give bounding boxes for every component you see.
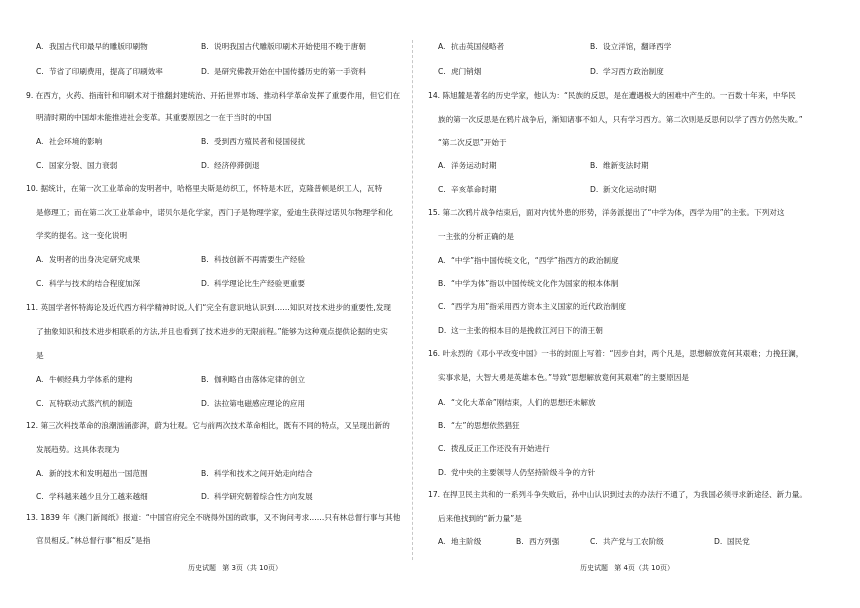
option-c: C. 科学与技术的结合程度加深 <box>36 279 141 288</box>
option-b: B. 维新变法时期 <box>590 161 649 170</box>
option-c: C. 虎门销烟 <box>438 67 482 76</box>
question-14-line-1: 14. 陈旭麓是著名的历史学家，他认为：“民族的反思，是在遭遇极大的困难中产生的。一百数十年来，中华民 <box>428 91 796 100</box>
footer-page-number: 第 3页（共 10页） <box>222 564 283 572</box>
question-13-line-2: 官员相反。”林总督行事“相反”是指 <box>36 536 151 545</box>
question-9-line-1: 9. 在西方，火药、指南针和印刷术对于推翻封建统治、开拓世界市场、推动科学革命发挥了重要作用，但它们在 <box>26 91 401 100</box>
footer-page-number: 第 4页（共 10页） <box>614 564 675 572</box>
left-page <box>26 0 426 608</box>
option-c: C. 国家分裂、国力衰弱 <box>36 161 118 170</box>
page-divider <box>412 40 413 560</box>
option-a: A. “中学”指中国传统文化，“西学”指西方的政治制度 <box>438 256 619 265</box>
option-c: C. 节省了印刷费用，提高了印刷效率 <box>36 67 163 76</box>
option-b: B. 设立洋馆，翻译西学 <box>590 42 672 51</box>
question-10-line-2: 是修理工；而在第二次工业革命中，诺贝尔是化学家，西门子是物理学家，爱迪生获得过诺贝尔物理学和化 <box>36 208 393 217</box>
option-b: B. 伽利略自由落体定律的创立 <box>201 375 306 384</box>
option-d: D. 国民党 <box>714 537 750 546</box>
option-a: A. 洋务运动时期 <box>438 161 497 170</box>
option-a: A. 我国古代印最早的雕版印刷物 <box>36 42 148 51</box>
question-13-line-1: 13. 1839 年《澳门新闻纸》报道：“中国官府完全不晓得外国的政事，又不询问考求……只有林总督行事与其他 <box>26 513 401 522</box>
option-d: D. 新文化运动时期 <box>590 185 657 194</box>
question-9-line-2: 明清时期的中国却未能推进社会变革。其重要原因之一在于当时的中国 <box>36 113 272 122</box>
option-d: D. 科学理论比生产经验更重要 <box>201 279 306 288</box>
question-10-line-3: 学奖的提名。这一变化说明 <box>36 231 128 240</box>
option-c: C. 学科越来越少且分工越来越细 <box>36 492 148 501</box>
question-12-line-2: 发展趋势。这具体表现为 <box>36 445 120 454</box>
footer-subject: 历史试题 <box>580 564 608 572</box>
option-b: B. “中学为体”指以中国传统文化作为国家的根本体制 <box>438 279 619 288</box>
option-d: D. 这一主张的根本目的是挽救江河日下的清王朝 <box>438 326 603 335</box>
option-b: B. 科技创新不再需要生产经验 <box>201 255 306 264</box>
option-b: B. 科学和技术之间开始走向结合 <box>201 469 313 478</box>
option-a: A. 社会环境的影响 <box>36 137 103 146</box>
option-d: D. 经济停滞倒退 <box>201 161 260 170</box>
option-d: D. 科学研究朝着综合性方向发展 <box>201 492 313 501</box>
question-17-line-1: 17. 在捍卫民主共和的一系列斗争失败后，孙中山认识到过去的办法行不通了，为我国必须寻求新途径、新力量。 <box>428 490 807 499</box>
question-12-line-1: 12. 第三次科技革命的浪潮汹涌澎湃，蔚为壮观。它与前两次技术革命相比，既有不同的特点，又呈现出新的 <box>26 421 390 430</box>
question-11-line-2: 了抽象知识和技术进步相联系的方法,并且也看到了技术进步的无限前程。”能够为这种观点提供论据的史实 <box>36 327 388 336</box>
option-c: C. 共产党与工农阶级 <box>590 537 664 546</box>
question-11-line-3: 是 <box>36 351 44 360</box>
option-d: D. 是研究佛教开始在中国传播历史的第一手资料 <box>201 67 366 76</box>
option-c: C. 辛亥革命时期 <box>438 185 497 194</box>
option-c: C. 拨乱反正工作还没有开始进行 <box>438 444 550 453</box>
option-a: A. “文化大革命”刚结束，人们的思想还未解放 <box>438 398 596 407</box>
option-a: A. 发明者的出身决定研究成果 <box>36 255 141 264</box>
option-a: A. 牛顿经典力学体系的建构 <box>36 375 133 384</box>
question-10-line-1: 10. 据统计，在第一次工业革命的发明者中，哈格里夫斯是纺织工，怀特是木匠，克隆普顿是织工人，瓦特 <box>26 184 383 193</box>
option-c: C. “西学为用”指采用西方资本主义国家的近代政治制度 <box>438 302 626 311</box>
question-14-line-3: “第二次反思”开始于 <box>438 138 507 147</box>
option-b: B. “左”的思想依然猖狂 <box>438 421 520 430</box>
question-11-line-1: 11. 英国学者怀特海论及近代西方科学精神时说,人们“完全有意识地认识到……知识对技术进步的重要性,发现 <box>26 303 391 312</box>
option-b: B. 说明我国古代雕版印刷术开始使用不晚于唐朝 <box>201 42 366 51</box>
question-15-line-2: 一主张的分析正确的是 <box>438 232 514 241</box>
option-b: B. 西方列强 <box>516 537 560 546</box>
question-17-line-2: 后来他找到的“新力量”是 <box>438 514 522 523</box>
option-a: A. 新的技术和发明超出一国范围 <box>36 469 148 478</box>
option-c: C. 瓦特联动式蒸汽机的制造 <box>36 399 133 408</box>
question-14-line-2: 族的第一次反思是在鸦片战争后，渐知诸事不如人，只有学习西方。第二次则是反思何以学了西方仍然失败。” <box>438 115 803 124</box>
option-d: D. 党中央的主要领导人仍坚持阶级斗争的方针 <box>438 468 596 477</box>
question-16-line-2: 实事求是，大智大勇是英雄本色。”导致“思想解放竟何其艰难”的主要原因是 <box>438 373 689 382</box>
option-a: A. 抗击英国侵略者 <box>438 42 505 51</box>
page-footer <box>580 563 678 573</box>
question-16-line-1: 16. 叶永烈的《邓小平改变中国》一书的封面上写着：“因步自封，两个凡是，思想解放竟何其艰难；力挽狂澜， <box>428 349 804 358</box>
option-a: A. 地主阶级 <box>438 537 482 546</box>
option-d: D. 学习西方政治制度 <box>590 67 664 76</box>
question-15-line-1: 15. 第二次鸦片战争结束后，面对内忧外患的形势，洋务派提出了“中学为体，西学为用”的主张。下列对这 <box>428 208 785 217</box>
right-page <box>428 0 828 608</box>
footer-subject: 历史试题 <box>188 564 216 572</box>
option-d: D. 法拉第电磁感应理论的应用 <box>201 399 306 408</box>
option-b: B. 受到西方殖民者和侵国侵扰 <box>201 137 306 146</box>
page-footer <box>188 563 286 573</box>
